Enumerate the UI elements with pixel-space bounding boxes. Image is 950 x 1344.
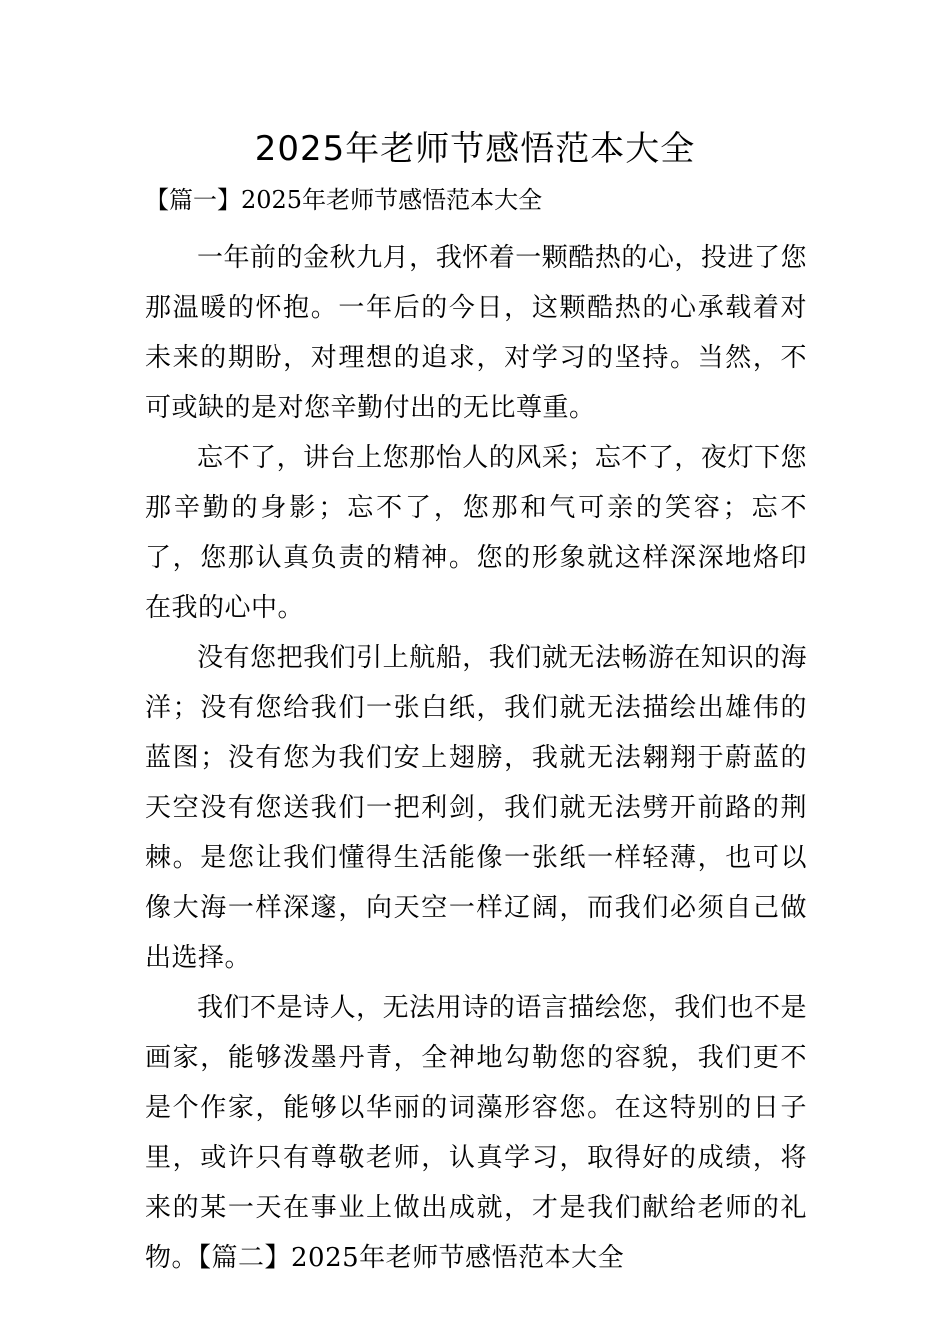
document-body [145, 233, 807, 1283]
paragraph: 没有您把我们引上航船，我们就无法畅游在知识的海洋；没有您给我们一张白纸，我们就无法描绘出雄伟的蓝图；没有您为我们安上翅膀，我就无法翱翔于蔚蓝的天空没有您送我们一把利剑，我们就无法劈开前路的荆棘。是您让我们懂得生活能像一张纸一样轻薄，也可以像大海一样深邃，向天空一样辽阔，而我们必须自己做出选择。 [145, 643, 807, 973]
document-title: 2025年老师节感悟范本大全 [254, 129, 696, 169]
paragraph: 我们不是诗人，无法用诗的语言描绘您，我们也不是画家，能够泼墨丹青，全神地勾勒您的容貌，我们更不是个作家，能够以华丽的词藻形容您。在这特别的日子里，或许只有尊敬老师，认真学习，取得好的成绩，将来的某一天在事业上做出成就，才是我们献给老师的礼物。【篇二】2025年老师节感悟范本大全 [145, 993, 807, 1273]
paragraph: 一年前的金秋九月，我怀着一颗酷热的心，投进了您那温暖的怀抱。一年后的今日，这颗酷热的心承载着对未来的期盼，对理想的追求，对学习的坚持。当然，不可或缺的是对您辛勤付出的无比尊重。 [145, 243, 807, 423]
section-heading: 【篇一】2025年老师节感悟范本大全 [145, 186, 543, 214]
paragraph: 忘不了，讲台上您那怡人的风采；忘不了，夜灯下您那辛勤的身影；忘不了，您那和气可亲的笑容；忘不了，您那认真负责的精神。您的形象就这样深深地烙印在我的心中。 [145, 443, 807, 623]
